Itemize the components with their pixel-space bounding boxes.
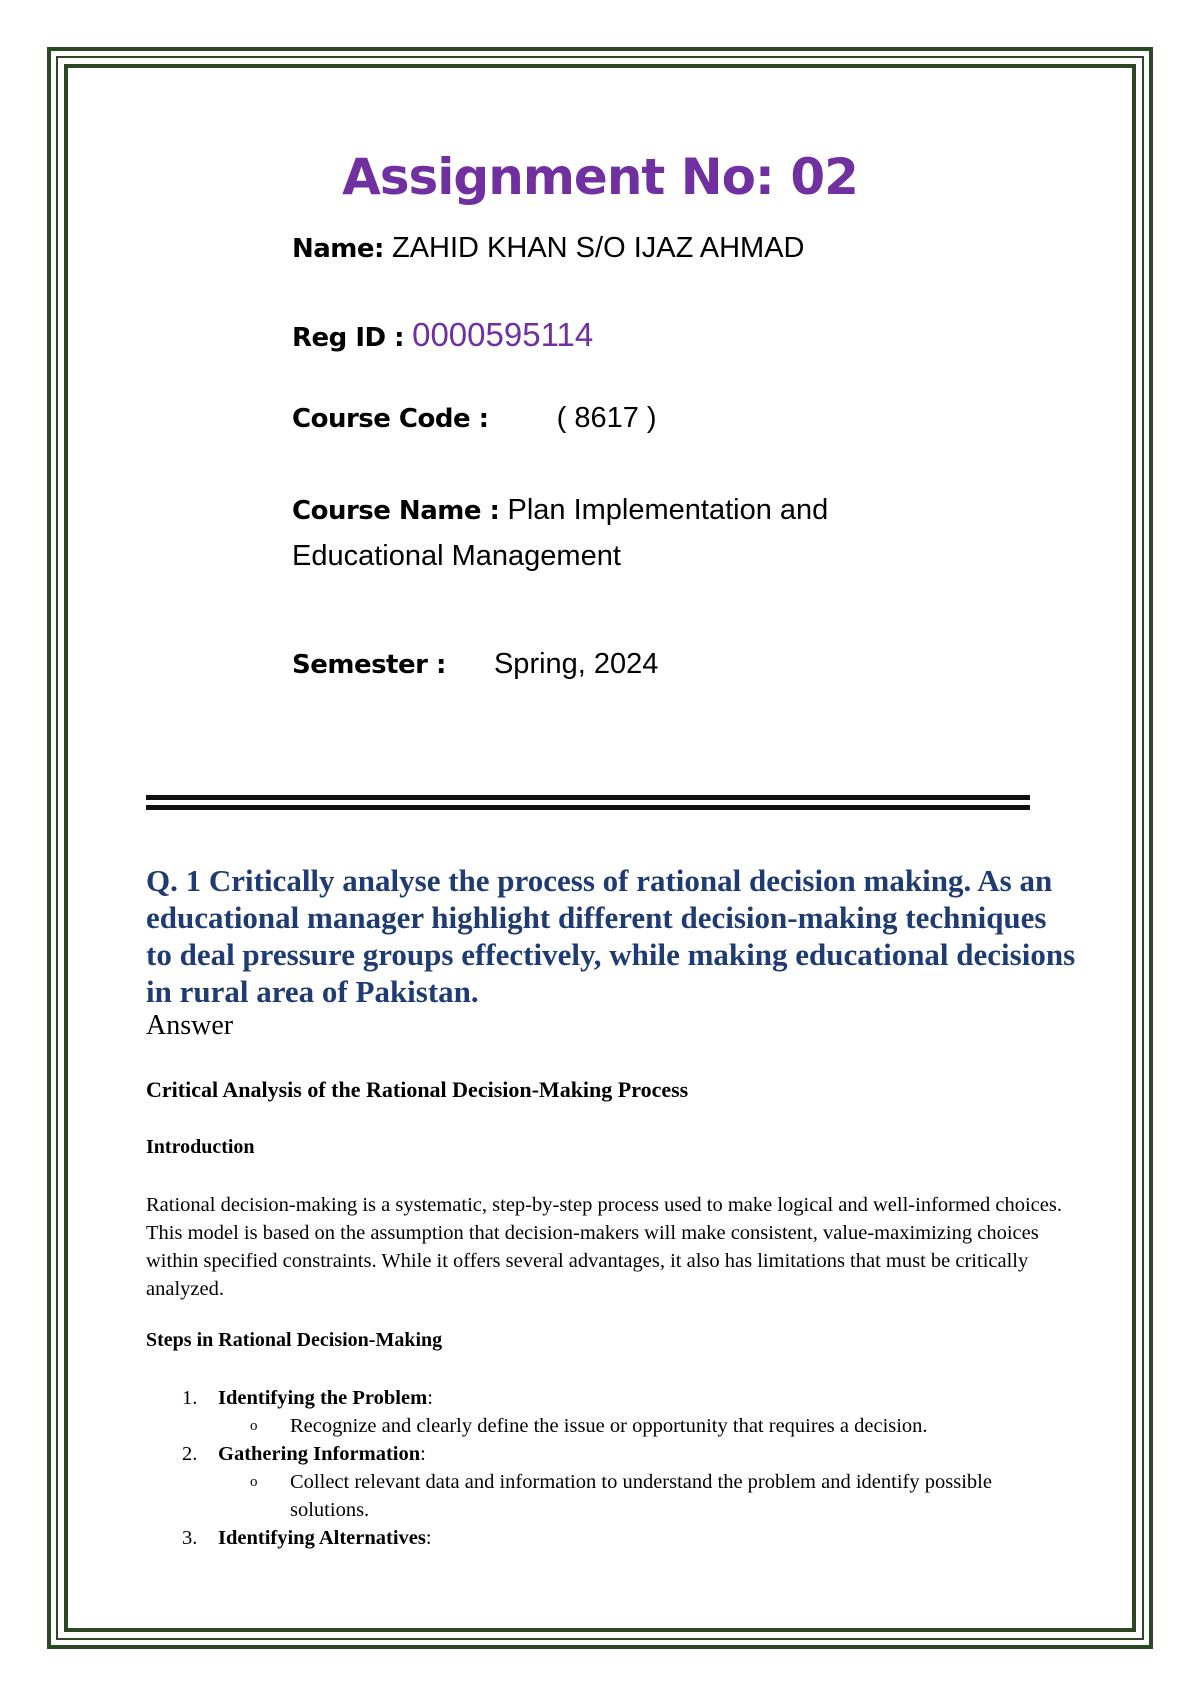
answer-label: Answer (146, 1010, 234, 1041)
double-rule-separator (146, 795, 1030, 815)
list-item: 2. Gathering Information: (182, 1443, 426, 1465)
course-name-field (292, 488, 828, 579)
course-name-value-line2: Educational Management (292, 540, 621, 572)
section-title: Critical Analysis of the Rational Decision-Making Process (146, 1077, 689, 1102)
bullet-icon: o (250, 1474, 258, 1490)
reg-id-label: Reg ID : (292, 323, 405, 353)
name-label: Name: (292, 234, 384, 264)
name-value: ZAHID KHAN S/O IJAZ AHMAD (383, 232, 805, 264)
assignment-title: Assignment No: 02 (342, 148, 858, 206)
course-name-value-line1: Plan Implementation and (499, 494, 829, 526)
course-code-label: Course Code : (292, 404, 489, 434)
steps-list (146, 1384, 1076, 1552)
bullet-icon: o (250, 1418, 258, 1434)
list-subitem: o Recognize and clearly define the issue or opportunity that requires a decision. (146, 1412, 1076, 1440)
semester-value: Spring, 2024 (493, 648, 659, 680)
list-item: 3. Identifying Alternatives: (182, 1527, 432, 1549)
semester-label: Semester : (292, 650, 446, 680)
semester-field (292, 648, 658, 681)
course-code-field (292, 402, 657, 435)
list-subitem: o Collect relevant data and information to understand the problem and identify possible solutions. (146, 1468, 1076, 1524)
list-item: 1. Identifying the Problem: (182, 1387, 433, 1409)
intro-paragraph: Rational decision-making is a systematic, step-by-step process used to make logical and well-informed choices. This model is based on the assumption that decision-makers will make consistent, value-maximizing choices within specified constraints. While it offers several advantages, it also has limitations that must be critically analyzed. (146, 1194, 1062, 1300)
name-field (292, 232, 805, 265)
course-name-label: Course Name : (292, 496, 500, 526)
reg-id-value: 0000595114 (412, 316, 594, 353)
intro-heading: Introduction (146, 1136, 255, 1158)
reg-id-field (292, 316, 593, 354)
question-1: Q. 1 Critically analyse the process of rational decision making. As an educational manager highlight different decision-making techniques to deal pressure groups effectively, while making educational decisions in rural area of Pakistan. (146, 863, 1076, 1009)
steps-heading: Steps in Rational Decision-Making (146, 1329, 443, 1351)
course-code-value: ( 8617 ) (556, 402, 657, 434)
